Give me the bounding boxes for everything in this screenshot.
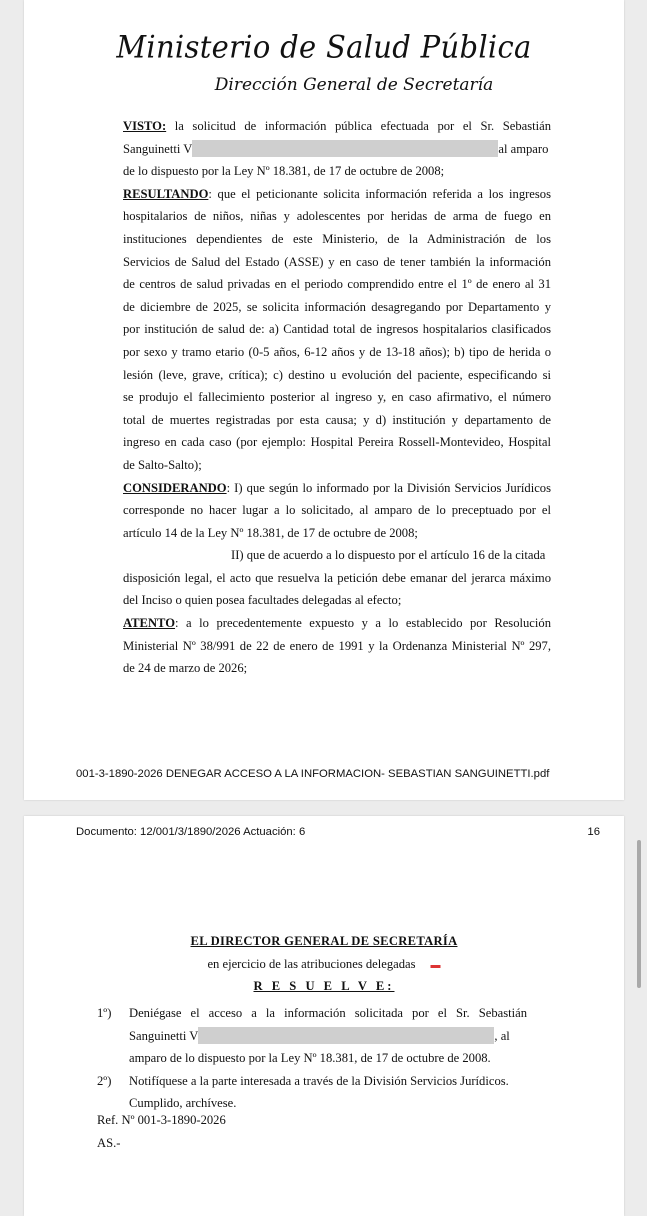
resuelve-heading: R E S U E L V E: <box>253 979 395 993</box>
item-line: Deniégase el acceso a la información solicitada por el Sr. Sebastián <box>129 1006 527 1020</box>
body-text: al amparo <box>498 141 549 156</box>
pdf-filename: 001-3-1890-2026 DENEGAR ACCESO A LA INFORMACION- SEBASTIAN SANGUINETTI.pdf <box>76 768 550 780</box>
body-line <box>123 138 551 161</box>
body-line <box>123 183 551 206</box>
delegated-powers-line <box>24 957 624 972</box>
body-line: Servicios de Salud del Estado (ASSE) y en caso de tener también la información <box>123 254 551 269</box>
body-line: por institución de salud de: a) Cantidad total de ingresos hospitalarios clasificados <box>123 322 551 337</box>
body-text: : que el peticionante solicita información referida a los ingresos <box>208 186 551 201</box>
body-line: ingreso en cada caso (por ejemplo: Hospital Pereira Rossell-Montevideo, Hospital <box>123 435 551 450</box>
body-line: de centros de salud privadas en el periodo comprendido entre el 1º de enero al 31 <box>123 277 551 292</box>
body-line: II) que de acuerdo a lo dispuesto por el artículo 16 de la citada <box>231 548 546 563</box>
body-line: total de muertes registradas por esta causa; y d) institución y departamento de <box>123 412 551 427</box>
resolution-items <box>97 1002 527 1115</box>
document-page-1 <box>24 0 624 800</box>
document-info: Documento: 12/001/3/1890/2026 Actuación: 6 <box>76 826 306 838</box>
document-info-line <box>76 826 600 838</box>
body-line: de 24 de marzo de 2026; <box>123 661 248 676</box>
body-line <box>123 477 551 500</box>
redaction-box <box>192 140 498 157</box>
body-line: del Inciso o quien posea facultades delegadas al efecto; <box>123 593 402 608</box>
page-number: 16 <box>587 826 600 838</box>
item-line: amparo de lo dispuesto por la Ley Nº 18.381, de 17 de octubre de 2008. <box>129 1051 491 1066</box>
body-line <box>123 612 551 635</box>
reference-number: Ref. Nº 001-3-1890-2026 <box>97 1113 226 1127</box>
item-number: 2º) <box>97 1073 112 1088</box>
item-line: Cumplido, archívese. <box>129 1096 237 1111</box>
body-text: Sanguinetti V <box>123 141 193 156</box>
body-line: disposición legal, el acto que resuelva la petición debe emanar del jerarca máximo <box>123 570 551 585</box>
director-heading: EL DIRECTOR GENERAL DE SECRETARÍA <box>190 934 458 948</box>
redaction-box <box>198 1027 494 1044</box>
red-mark-icon: ▬ <box>415 960 441 971</box>
body-text: la solicitud de información pública efectuada por el Sr. Sebastián <box>166 119 551 133</box>
item-text: , al <box>494 1028 510 1043</box>
resolution-item-2 <box>97 1070 527 1115</box>
body-line: corresponde no hacer lugar a lo solicitado, al amparo de lo preceptuado por el <box>123 503 551 518</box>
scrollbar-thumb[interactable] <box>637 840 641 988</box>
item-text: Sanguinetti V <box>129 1028 199 1043</box>
document-page-2 <box>24 816 624 1216</box>
atento-label: ATENTO <box>123 616 176 631</box>
body-line: instituciones dependientes de este Ministerio, de la Administración de los <box>123 231 551 246</box>
body-line: por sexo y tramo etario (0-5 años, 6-12 años y de 13-18 años); b) tipo de herida o <box>123 344 551 359</box>
item-line <box>129 1025 527 1048</box>
as-signoff: AS.- <box>97 1136 121 1150</box>
resolution-item-1 <box>97 1002 527 1070</box>
body-line: de Salto-Salto); <box>123 457 202 472</box>
body-text: : a lo precedentemente expuesto y a lo establecido por Resolución <box>175 616 551 631</box>
resolution-body <box>123 115 551 680</box>
considerando-label: CONSIDERANDO <box>123 480 227 495</box>
item-number: 1º) <box>97 1006 112 1020</box>
body-line: se produjo el fallecimiento posterior al ingreso y, en caso afirmativo, el número <box>123 390 551 405</box>
body-line: artículo 14 de la Ley Nº 18.381, de 17 de octubre de 2008; <box>123 525 418 540</box>
body-line: hospitalarios de niños, niñas y adolescentes por heridas de arma de fuego en <box>123 209 551 224</box>
ministry-header-title: Ministerio de Salud Pública <box>116 28 532 66</box>
body-text: : I) que según lo informado por la División Servicios Jurídicos <box>226 480 551 495</box>
ministry-header-subtitle: Dirección General de Secretaría <box>214 75 494 95</box>
body-line: de diciembre de 2025, se solicita información desagregando por Departamento y <box>123 299 551 314</box>
body-line <box>123 115 551 138</box>
body-line: Ministerial Nº 38/991 de 22 de enero de 1991 y la Ordenanza Ministerial Nº 297, <box>123 638 551 653</box>
body-line: lesión (leve, grave, crítica); c) destino u evolución del paciente, especificando si <box>123 367 551 382</box>
resultando-label: RESULTANDO <box>123 186 209 201</box>
item-line: Notifíquese a la parte interesada a través de la División Servicios Jurídicos. <box>129 1073 509 1088</box>
body-line: de lo dispuesto por la Ley Nº 18.381, de 17 de octubre de 2008; <box>123 164 445 179</box>
delegated-powers-text: en ejercicio de las atribuciones delegadas <box>207 957 416 971</box>
visto-label: VISTO: <box>123 119 167 133</box>
